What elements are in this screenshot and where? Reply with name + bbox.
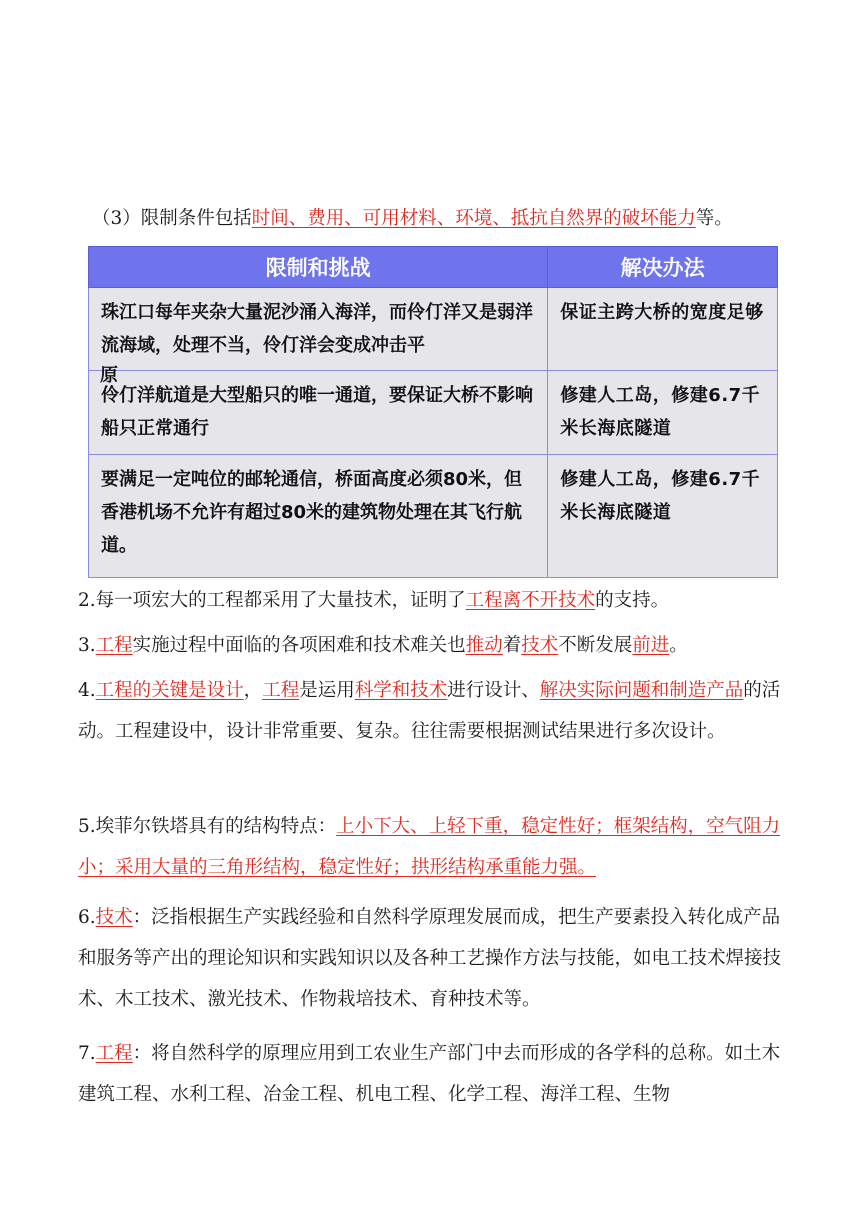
item-2 <box>78 580 786 621</box>
text: 6. <box>78 907 96 928</box>
highlight: 上小下大、上轻下重，稳定性好；框架结构，空气阻力小；采用大量的三角形结构，稳定性好；拱形结构承重能力强。 <box>78 816 781 878</box>
text: 7. <box>78 1043 96 1064</box>
text: 3. <box>78 635 96 656</box>
text: 。 <box>669 635 688 656</box>
highlight: 前进 <box>632 635 670 656</box>
cell-challenge: 珠江口每年夹杂大量泥沙涌入海洋，而伶仃洋又是弱洋流海域，处理不当，伶仃洋会变成冲击平 <box>89 288 548 371</box>
text: 着 <box>502 635 522 656</box>
text: 4. <box>78 680 96 701</box>
intro-suffix: 等。 <box>695 208 733 229</box>
text: 不断发展 <box>558 635 633 656</box>
table-row <box>89 371 778 455</box>
overflow-text: 原 <box>100 365 118 386</box>
table-header-row <box>89 247 778 288</box>
text: 2.每一项宏大的工程都采用了大量技术，证明了 <box>78 590 466 611</box>
item-6 <box>78 897 786 1020</box>
header-challenge: 限制和挑战 <box>89 247 548 288</box>
text: 5.埃菲尔铁塔具有的结构特点： <box>78 816 337 837</box>
intro-highlight: 时间、费用、可用材料、环境、抵抗自然界的破坏能力 <box>251 208 696 229</box>
text: ：泛指根据生产实践经验和自然科学原理发展而成，把生产要素投入转化成产品和服务等产出的理论知识和实践知识以及各种工艺操作方法与技能，如电工技术焊接技术、木工技术、激光技术、作物栽培技术、育种技术等。 <box>78 907 782 1010</box>
intro-paragraph <box>92 198 792 239</box>
item-3 <box>78 625 786 666</box>
text: 实施过程中面临的各项困难和技术难关也 <box>132 635 466 656</box>
highlight: 工程的关键是设计 <box>95 680 244 701</box>
highlight: 工程 <box>95 1043 133 1064</box>
constraints-table <box>88 246 778 578</box>
intro-prefix: （3）限制条件包括 <box>92 208 252 229</box>
highlight: 技术 <box>521 635 559 656</box>
text: 的活动。工程建设中，设计非常重要、复杂。往往需要根据测试结果进行多次设计。 <box>78 680 781 742</box>
cell-challenge: 伶仃洋航道是大型船只的唯一通道，要保证大桥不影响船只正常通行 <box>89 371 548 455</box>
highlight: 工程 <box>95 635 133 656</box>
highlight: 推动 <box>465 635 503 656</box>
item-7 <box>78 1033 786 1115</box>
highlight: 工程离不开技术 <box>465 590 596 611</box>
cell-challenge: 要满足一定吨位的邮轮通信，桥面高度必须80米，但香港机场不允许有超过80米的建筑物处理在其飞行航道。 <box>89 455 548 578</box>
text: 的支持。 <box>595 590 670 611</box>
highlight: 技术 <box>95 907 133 928</box>
highlight: 解决实际问题和制造产品 <box>539 680 744 701</box>
table-row <box>89 288 778 371</box>
item-4 <box>78 670 786 752</box>
text: ：将自然科学的原理应用到工农业生产部门中去而形成的各学科的总称。如土木建筑工程、水利工程、冶金工程、机电工程、化学工程、海洋工程、生物 <box>78 1043 781 1105</box>
cell-solution: 修建人工岛，修建6.7千米长海底隧道 <box>548 371 778 455</box>
text: ， <box>243 680 263 701</box>
cell-solution: 修建人工岛，修建6.7千米长海底隧道 <box>548 455 778 578</box>
table-row <box>89 455 778 578</box>
highlight: 工程 <box>262 680 300 701</box>
text: 进行设计、 <box>447 680 540 701</box>
text: 是运用 <box>299 680 355 701</box>
item-5 <box>78 806 786 888</box>
header-solution: 解决办法 <box>548 247 778 288</box>
cell-solution: 保证主跨大桥的宽度足够 <box>548 288 778 371</box>
highlight: 科学和技术 <box>354 680 448 701</box>
